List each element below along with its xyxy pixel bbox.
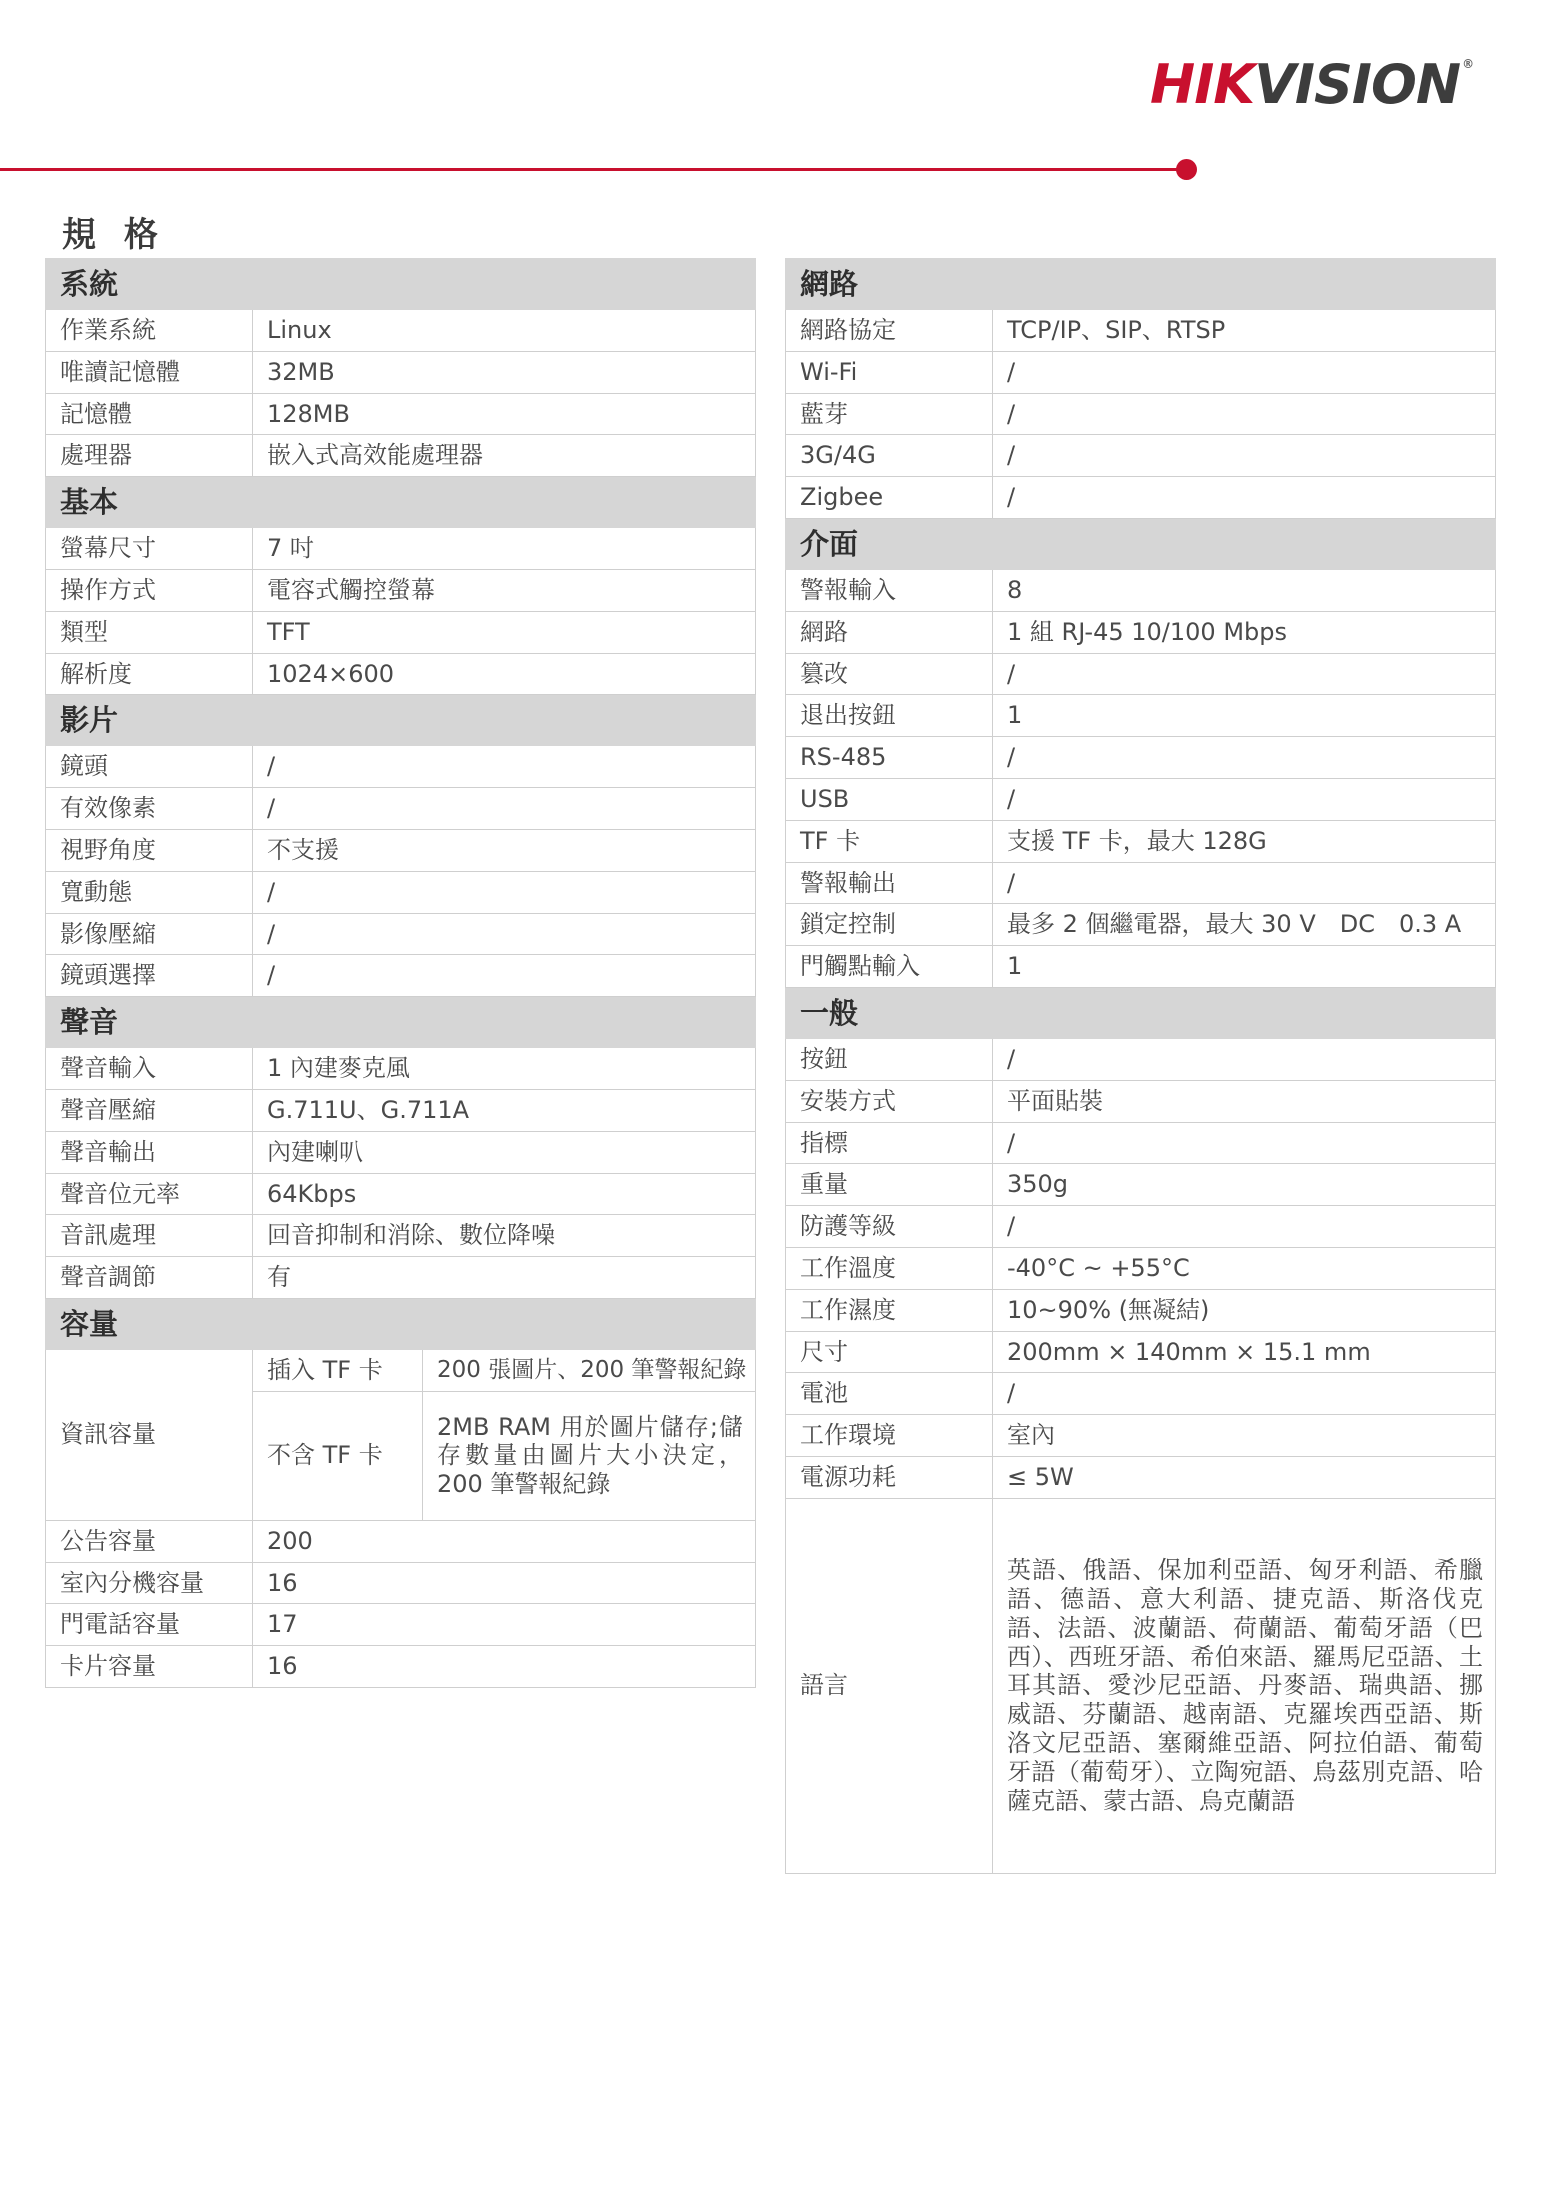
spec-row	[786, 653, 1496, 695]
spec-label: 有效像素	[46, 788, 253, 830]
spec-value: 32MB	[253, 351, 756, 393]
spec-label: 指標	[786, 1122, 993, 1164]
spec-value: 16	[253, 1562, 756, 1604]
spec-label: 安裝方式	[786, 1080, 993, 1122]
spec-value: 1 組 RJ-45 10/100 Mbps	[993, 611, 1496, 653]
spec-label: 退出按鈕	[786, 695, 993, 737]
spec-row	[46, 351, 756, 393]
spec-row	[786, 1247, 1496, 1289]
section-header-video	[46, 695, 756, 746]
spec-label: 卡片容量	[46, 1646, 253, 1688]
spec-label: 工作環境	[786, 1415, 993, 1457]
spec-label: 門觸點輸入	[786, 946, 993, 988]
spec-label: 解析度	[46, 653, 253, 695]
section-header-network	[786, 259, 1496, 310]
section-title: 影片	[46, 695, 756, 746]
spec-row	[46, 1048, 756, 1090]
spec-value: G.711U、G.711A	[253, 1089, 756, 1131]
hikvision-logo: HIKVISION ®	[1150, 53, 1474, 116]
spec-label: 防護等級	[786, 1206, 993, 1248]
spec-label: 寬動態	[46, 871, 253, 913]
spec-label: 公告容量	[46, 1520, 253, 1562]
spec-value: /	[253, 955, 756, 997]
spec-row	[786, 1122, 1496, 1164]
spec-value: -40°C ~ +55°C	[993, 1247, 1496, 1289]
spec-row	[786, 477, 1496, 519]
spec-label: 記憶體	[46, 393, 253, 435]
spec-value: /	[253, 746, 756, 788]
spec-value: 8	[993, 569, 1496, 611]
section-title: 容量	[46, 1298, 756, 1349]
spec-row	[46, 829, 756, 871]
spec-value: /	[993, 737, 1496, 779]
spec-row	[786, 611, 1496, 653]
spec-value: /	[993, 653, 1496, 695]
spec-value: 回音抑制和消除、數位降噪	[253, 1215, 756, 1257]
spec-value: 200mm × 140mm × 15.1 mm	[993, 1331, 1496, 1373]
spec-label: 聲音壓縮	[46, 1089, 253, 1131]
spec-row	[786, 310, 1496, 352]
spec-row	[46, 393, 756, 435]
header-divider	[0, 168, 1180, 171]
spec-value: /	[993, 351, 1496, 393]
spec-label: 警報輸入	[786, 569, 993, 611]
spec-row	[46, 788, 756, 830]
right-spec-table	[785, 258, 1496, 1874]
spec-row	[786, 1498, 1496, 1873]
spec-row	[786, 1331, 1496, 1373]
spec-label: 唯讀記憶體	[46, 351, 253, 393]
spec-value: 電容式觸控螢幕	[253, 569, 756, 611]
spec-label: TF 卡	[786, 820, 993, 862]
spec-row	[786, 569, 1496, 611]
spec-label: 警報輸出	[786, 862, 993, 904]
section-header-audio	[46, 997, 756, 1048]
spec-row	[786, 435, 1496, 477]
spec-row	[46, 310, 756, 352]
spec-label: 鎖定控制	[786, 904, 993, 946]
spec-row	[46, 528, 756, 570]
spec-label: 音訊處理	[46, 1215, 253, 1257]
spec-value: /	[993, 862, 1496, 904]
spec-label: 類型	[46, 611, 253, 653]
spec-label: USB	[786, 778, 993, 820]
spec-label: 影像壓縮	[46, 913, 253, 955]
spec-label: RS-485	[786, 737, 993, 779]
spec-row	[46, 1257, 756, 1299]
spec-row	[786, 1164, 1496, 1206]
spec-label: 電源功耗	[786, 1456, 993, 1498]
spec-row	[46, 1646, 756, 1688]
spec-label: 螢幕尺寸	[46, 528, 253, 570]
spec-value: 17	[253, 1604, 756, 1646]
spec-value: 200	[253, 1520, 756, 1562]
spec-label: 網路	[786, 611, 993, 653]
spec-value: /	[993, 477, 1496, 519]
without-tf-label: 不含 TF 卡	[253, 1391, 423, 1520]
spec-label: 藍芽	[786, 393, 993, 435]
spec-row	[786, 393, 1496, 435]
spec-value: 支援 TF 卡，最大 128G	[993, 820, 1496, 862]
spec-label: 網路協定	[786, 310, 993, 352]
spec-value: 1	[993, 695, 1496, 737]
without-tf-value: 2MB RAM 用於圖片儲存;儲存數量由圖片大小決定，200 筆警報紀錄	[423, 1391, 756, 1520]
with-tf-value: 200 張圖片、200 筆警報紀錄	[423, 1349, 756, 1391]
spec-row	[46, 1349, 756, 1391]
language-label: 語言	[786, 1498, 993, 1873]
spec-row	[786, 778, 1496, 820]
spec-row	[786, 737, 1496, 779]
spec-row	[46, 913, 756, 955]
spec-row	[46, 1562, 756, 1604]
spec-value: /	[993, 1122, 1496, 1164]
spec-label: 3G/4G	[786, 435, 993, 477]
section-header-interface	[786, 518, 1496, 569]
spec-row	[46, 746, 756, 788]
spec-row	[46, 1089, 756, 1131]
section-title: 介面	[786, 518, 1496, 569]
spec-value: 7 吋	[253, 528, 756, 570]
spec-label: Wi-Fi	[786, 351, 993, 393]
spec-value: 16	[253, 1646, 756, 1688]
spec-label: 重量	[786, 1164, 993, 1206]
spec-row	[786, 946, 1496, 988]
spec-label: 聲音輸入	[46, 1048, 253, 1090]
spec-value: ≤ 5W	[993, 1456, 1496, 1498]
left-spec-table	[45, 258, 756, 1688]
section-header-basic	[46, 477, 756, 528]
spec-value: 350g	[993, 1164, 1496, 1206]
spec-value: 有	[253, 1257, 756, 1299]
spec-row	[786, 1456, 1496, 1498]
section-title: 聲音	[46, 997, 756, 1048]
spec-row	[786, 351, 1496, 393]
section-header-capacity	[46, 1298, 756, 1349]
spec-value: 內建喇叭	[253, 1131, 756, 1173]
section-title: 一般	[786, 987, 1496, 1038]
spec-value: /	[993, 1373, 1496, 1415]
page-title: 規 格	[62, 215, 166, 255]
spec-label: 作業系統	[46, 310, 253, 352]
spec-row	[786, 904, 1496, 946]
spec-value: /	[993, 393, 1496, 435]
spec-value: 128MB	[253, 393, 756, 435]
section-title: 系統	[46, 259, 756, 310]
spec-label: 篡改	[786, 653, 993, 695]
with-tf-label: 插入 TF 卡	[253, 1349, 423, 1391]
spec-value: /	[253, 788, 756, 830]
spec-value: 不支援	[253, 829, 756, 871]
spec-label: 電池	[786, 1373, 993, 1415]
spec-row	[786, 1206, 1496, 1248]
spec-row	[46, 1520, 756, 1562]
spec-value: 10~90% (無凝結)	[993, 1289, 1496, 1331]
spec-value: 1 內建麥克風	[253, 1048, 756, 1090]
spec-row	[46, 1604, 756, 1646]
spec-row	[46, 871, 756, 913]
section-header-general	[786, 987, 1496, 1038]
spec-value: TCP/IP、SIP、RTSP	[993, 310, 1496, 352]
spec-row	[46, 611, 756, 653]
spec-row	[46, 653, 756, 695]
spec-value: /	[253, 871, 756, 913]
spec-value: Linux	[253, 310, 756, 352]
spec-label: 工作濕度	[786, 1289, 993, 1331]
language-value: 英語、俄語、保加利亞語、匈牙利語、希臘語、德語、意大利語、捷克語、斯洛伐克語、法語、波蘭語、荷蘭語、葡萄牙語（巴西）、西班牙語、希伯來語、羅馬尼亞語、土耳其語、愛沙尼亞語、丹麥語、瑞典語、挪威語、芬蘭語、越南語、克羅埃西亞語、斯洛文尼亞語、塞爾維亞語、阿拉伯語、葡萄牙語（葡萄牙）、立陶宛語、烏茲別克語、哈薩克語、蒙古語、烏克蘭語	[993, 1498, 1496, 1873]
spec-value: 室內	[993, 1415, 1496, 1457]
spec-value: /	[993, 1206, 1496, 1248]
spec-value: 最多 2 個繼電器，最大 30 V DC 0.3 A	[993, 904, 1496, 946]
spec-value: 1	[993, 946, 1496, 988]
spec-row	[786, 1080, 1496, 1122]
spec-row	[46, 569, 756, 611]
spec-label: 視野角度	[46, 829, 253, 871]
spec-row	[786, 1289, 1496, 1331]
spec-label: 鏡頭選擇	[46, 955, 253, 997]
spec-value: /	[253, 913, 756, 955]
spec-label: 工作溫度	[786, 1247, 993, 1289]
spec-value: 64Kbps	[253, 1173, 756, 1215]
spec-row	[46, 955, 756, 997]
spec-row	[786, 1038, 1496, 1080]
spec-value: 嵌入式高效能處理器	[253, 435, 756, 477]
section-title: 網路	[786, 259, 1496, 310]
section-title: 基本	[46, 477, 756, 528]
spec-value: /	[993, 435, 1496, 477]
spec-row	[46, 1173, 756, 1215]
spec-label: 聲音調節	[46, 1257, 253, 1299]
spec-label: 操作方式	[46, 569, 253, 611]
spec-label: 處理器	[46, 435, 253, 477]
spec-row	[46, 435, 756, 477]
spec-value: 1024×600	[253, 653, 756, 695]
header-divider-dot	[1176, 159, 1197, 180]
spec-label: 按鈕	[786, 1038, 993, 1080]
spec-row	[786, 862, 1496, 904]
spec-row	[786, 1373, 1496, 1415]
spec-row	[786, 820, 1496, 862]
spec-label: 聲音輸出	[46, 1131, 253, 1173]
spec-label: 門電話容量	[46, 1604, 253, 1646]
spec-label: 室內分機容量	[46, 1562, 253, 1604]
spec-row	[46, 1131, 756, 1173]
spec-value: TFT	[253, 611, 756, 653]
spec-value: 平面貼裝	[993, 1080, 1496, 1122]
section-header-system	[46, 259, 756, 310]
spec-row	[786, 695, 1496, 737]
info-capacity-label: 資訊容量	[46, 1349, 253, 1520]
spec-value: /	[993, 778, 1496, 820]
spec-label: Zigbee	[786, 477, 993, 519]
spec-row	[46, 1215, 756, 1257]
spec-label: 鏡頭	[46, 746, 253, 788]
spec-label: 聲音位元率	[46, 1173, 253, 1215]
spec-value: /	[993, 1038, 1496, 1080]
spec-row	[786, 1415, 1496, 1457]
spec-label: 尺寸	[786, 1331, 993, 1373]
